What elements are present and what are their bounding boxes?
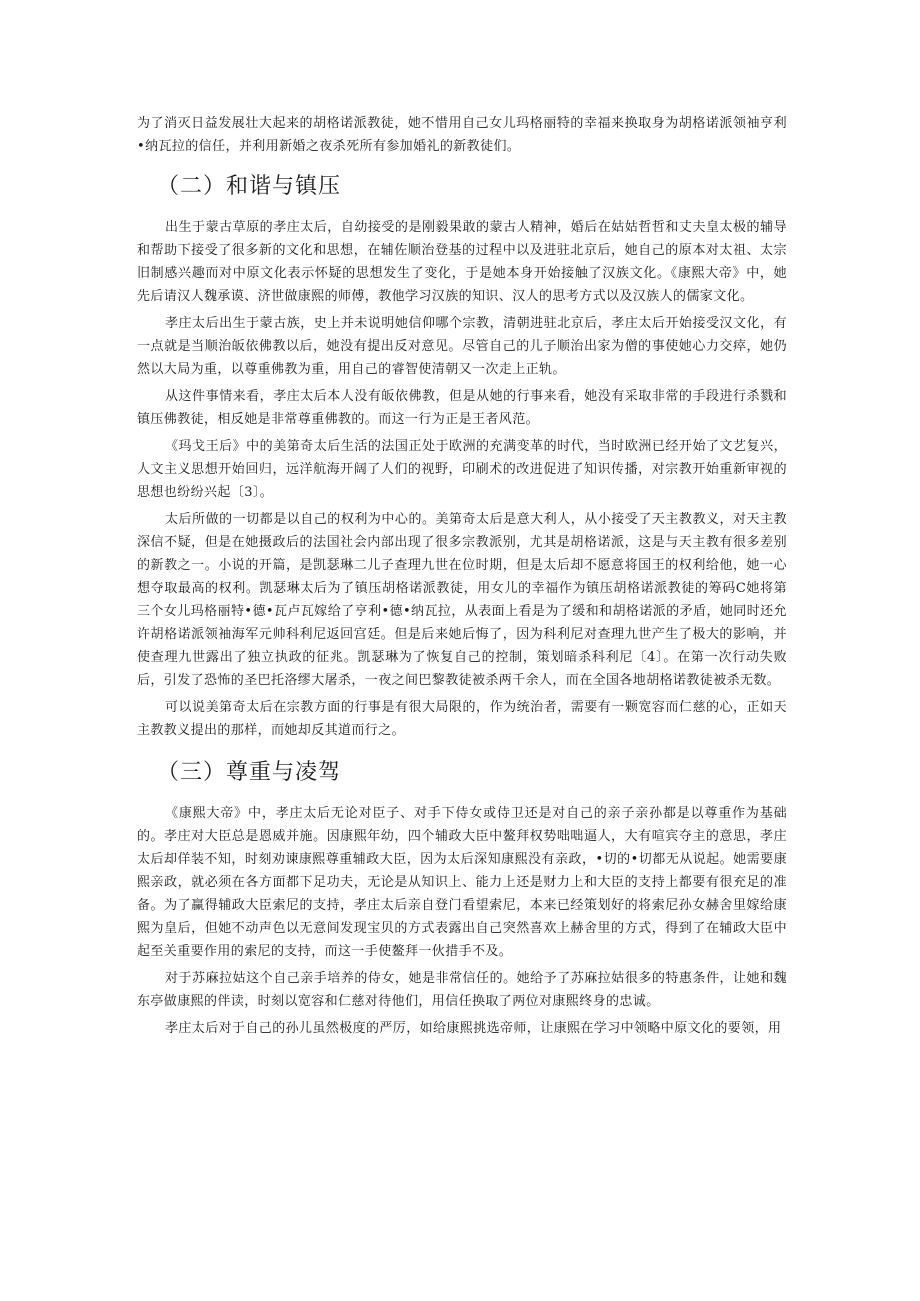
paragraph: 《玛戈王后》中的美第奇太后生活的法国正处于欧洲的充满变革的时代，当时欧洲已经开始了文艺复兴，人文主义思想开始回归，远洋航海开阔了人们的视野，印刷术的改进促进了知识传播，对宗教开始重新审视的思想也纷纷兴起〔3〕。 — [137, 439, 787, 500]
paragraph: 从这件事情来看，孝庄太后本人没有皈依佛教，但是从她的行事来看，她没有采取非常的手段进行杀戮和镇压佛教徒，相反她是非常尊重佛教的。而这一行为正是王者风范。 — [137, 389, 787, 427]
paragraph: 孝庄太后出生于蒙古族，史上并未说明她信仰哪个宗教，清朝进驻北京后，孝庄太后开始接受汉文化，有一点就是当顺治皈依佛教以后，她没有提出反对意见。尽管自己的儿子顺治出家为僧的事使她心力交瘁，她仍然以大局为重，以尊重佛教为重，用自己的睿智使清朝又一次走上正轨。 — [137, 316, 787, 377]
paragraph: 可以说美第奇太后在宗教方面的行事是有很大局限的，作为统治者，需要有一颗宽容而仁慈的心，正如天主教教义提出的那样，而她却反其道而行之。 — [137, 700, 787, 738]
paragraph: 为了消灭日益发展壮大起来的胡格诺派教徒，她不惜用自己女儿玛格丽特的幸福来换取身为胡格诺派领袖亨利•纳瓦拉的信任，并利用新婚之夜杀死所有参加婚礼的新教徒们。 — [137, 116, 787, 154]
paragraph: 对于苏麻拉姑这个自己亲手培养的侍女，她是非常信任的。她给予了苏麻拉姑很多的特惠条件，让她和魏东亭做康熙的伴读，时刻以宽容和仁慈对待他们，用信任换取了两位对康熙终身的忠诚。 — [137, 971, 787, 1009]
section-heading: （三）尊重与凌驾 — [157, 760, 342, 785]
paragraph: 太后所做的一切都是以自己的权利为中心的。美第奇太后是意大利人，从小接受了天主教教义，对天主教深信不疑，但是在她摄政后的法国社会内部出现了很多宗教派别，尤其是胡格诺派，这是与天主教有很多差别的新教之一。小说的开篇，是凯瑟琳二儿子查理九世在位时期，但是太后却不愿意将国王的权利给他，她一心想夺取最高的权利。凯瑟琳太后为了镇压胡格诺派教徒，用女儿的幸福作为镇压胡格诺派教徒的筹码C她将第三个女儿玛格丽特•德•瓦卢瓦嫁给了亨利•德•纳瓦拉，从表面上看是为了缓和和胡格诺派的矛盾，她同时还允许胡格诺派领袖海军元帅科利尼返回宫廷。但是后来她后悔了，因为科利尼对查理九世产生了极大的影响，并使查理九世露出了独立执政的征兆。凯瑟琳为了恢复自己的控制，策划暗杀科利尼〔4〕。在第一次行动失败后，引发了恐怖的圣巴托洛缪大屠杀，一夜之间巴黎教徒被杀两千余人，而在全国各地胡格诺教徒被杀无数。 — [137, 512, 787, 688]
paragraph: 出生于蒙古草原的孝庄太后，自幼接受的是刚毅果敢的蒙古人精神，婚后在姑姑哲哲和丈夫皇太极的辅导和帮助下接受了很多新的文化和思想，在辅佐顺治登基的过程中以及进驻北京后，她自己的原本对太祖、太宗旧制感兴趣而对中原文化表示怀疑的思想发生了变化，于是她本身开始接触了汉族文化。《康熙大帝》中，她先后请汉人魏承谟、济世做康熙的师傅，教他学习汉族的知识、汉人的思考方式以及汉族人的儒家文化。 — [137, 220, 787, 304]
paragraph: 孝庄太后对于自己的孙儿虽然极度的严厉，如给康熙挑选帝师，让康熙在学习中领略中原文化的要领，用 — [165, 1021, 782, 1036]
section-heading: （二）和谐与镇压 — [157, 174, 342, 199]
document-page — [137, 112, 787, 1040]
paragraph: 《康熙大帝》中，孝庄太后无论对臣子、对手下侍女或侍卫还是对自己的亲子亲孙都是以尊重作为基础的。孝庄对大臣总是恩威并施。因康熙年幼，四个辅政大臣中鳌拜权势咄咄逼人，大有喧宾夺主的意思，孝庄太后却佯装不知，时刻劝谏康熙尊重辅政大臣，因为太后深知康熙没有亲政，•切的•切都无从说起。她需要康熙亲政，就必须在各方面都下足功夫，无论是从知识上、能力上还是财力上和大臣的支持上都要有很充足的准备。为了赢得辅政大臣索尼的支持，孝庄太后亲自登门看望索尼，本来已经策划好的将索尼孙女赫舍里嫁给康熙为皇后，但她不动声色以无意间发现宝贝的方式表露出自己突然喜欢上赫舍里的方式，得到了在辅政大臣中起至关重要作用的索尼的支持，而这一手使鳌拜一伙措手不及。 — [137, 806, 787, 959]
